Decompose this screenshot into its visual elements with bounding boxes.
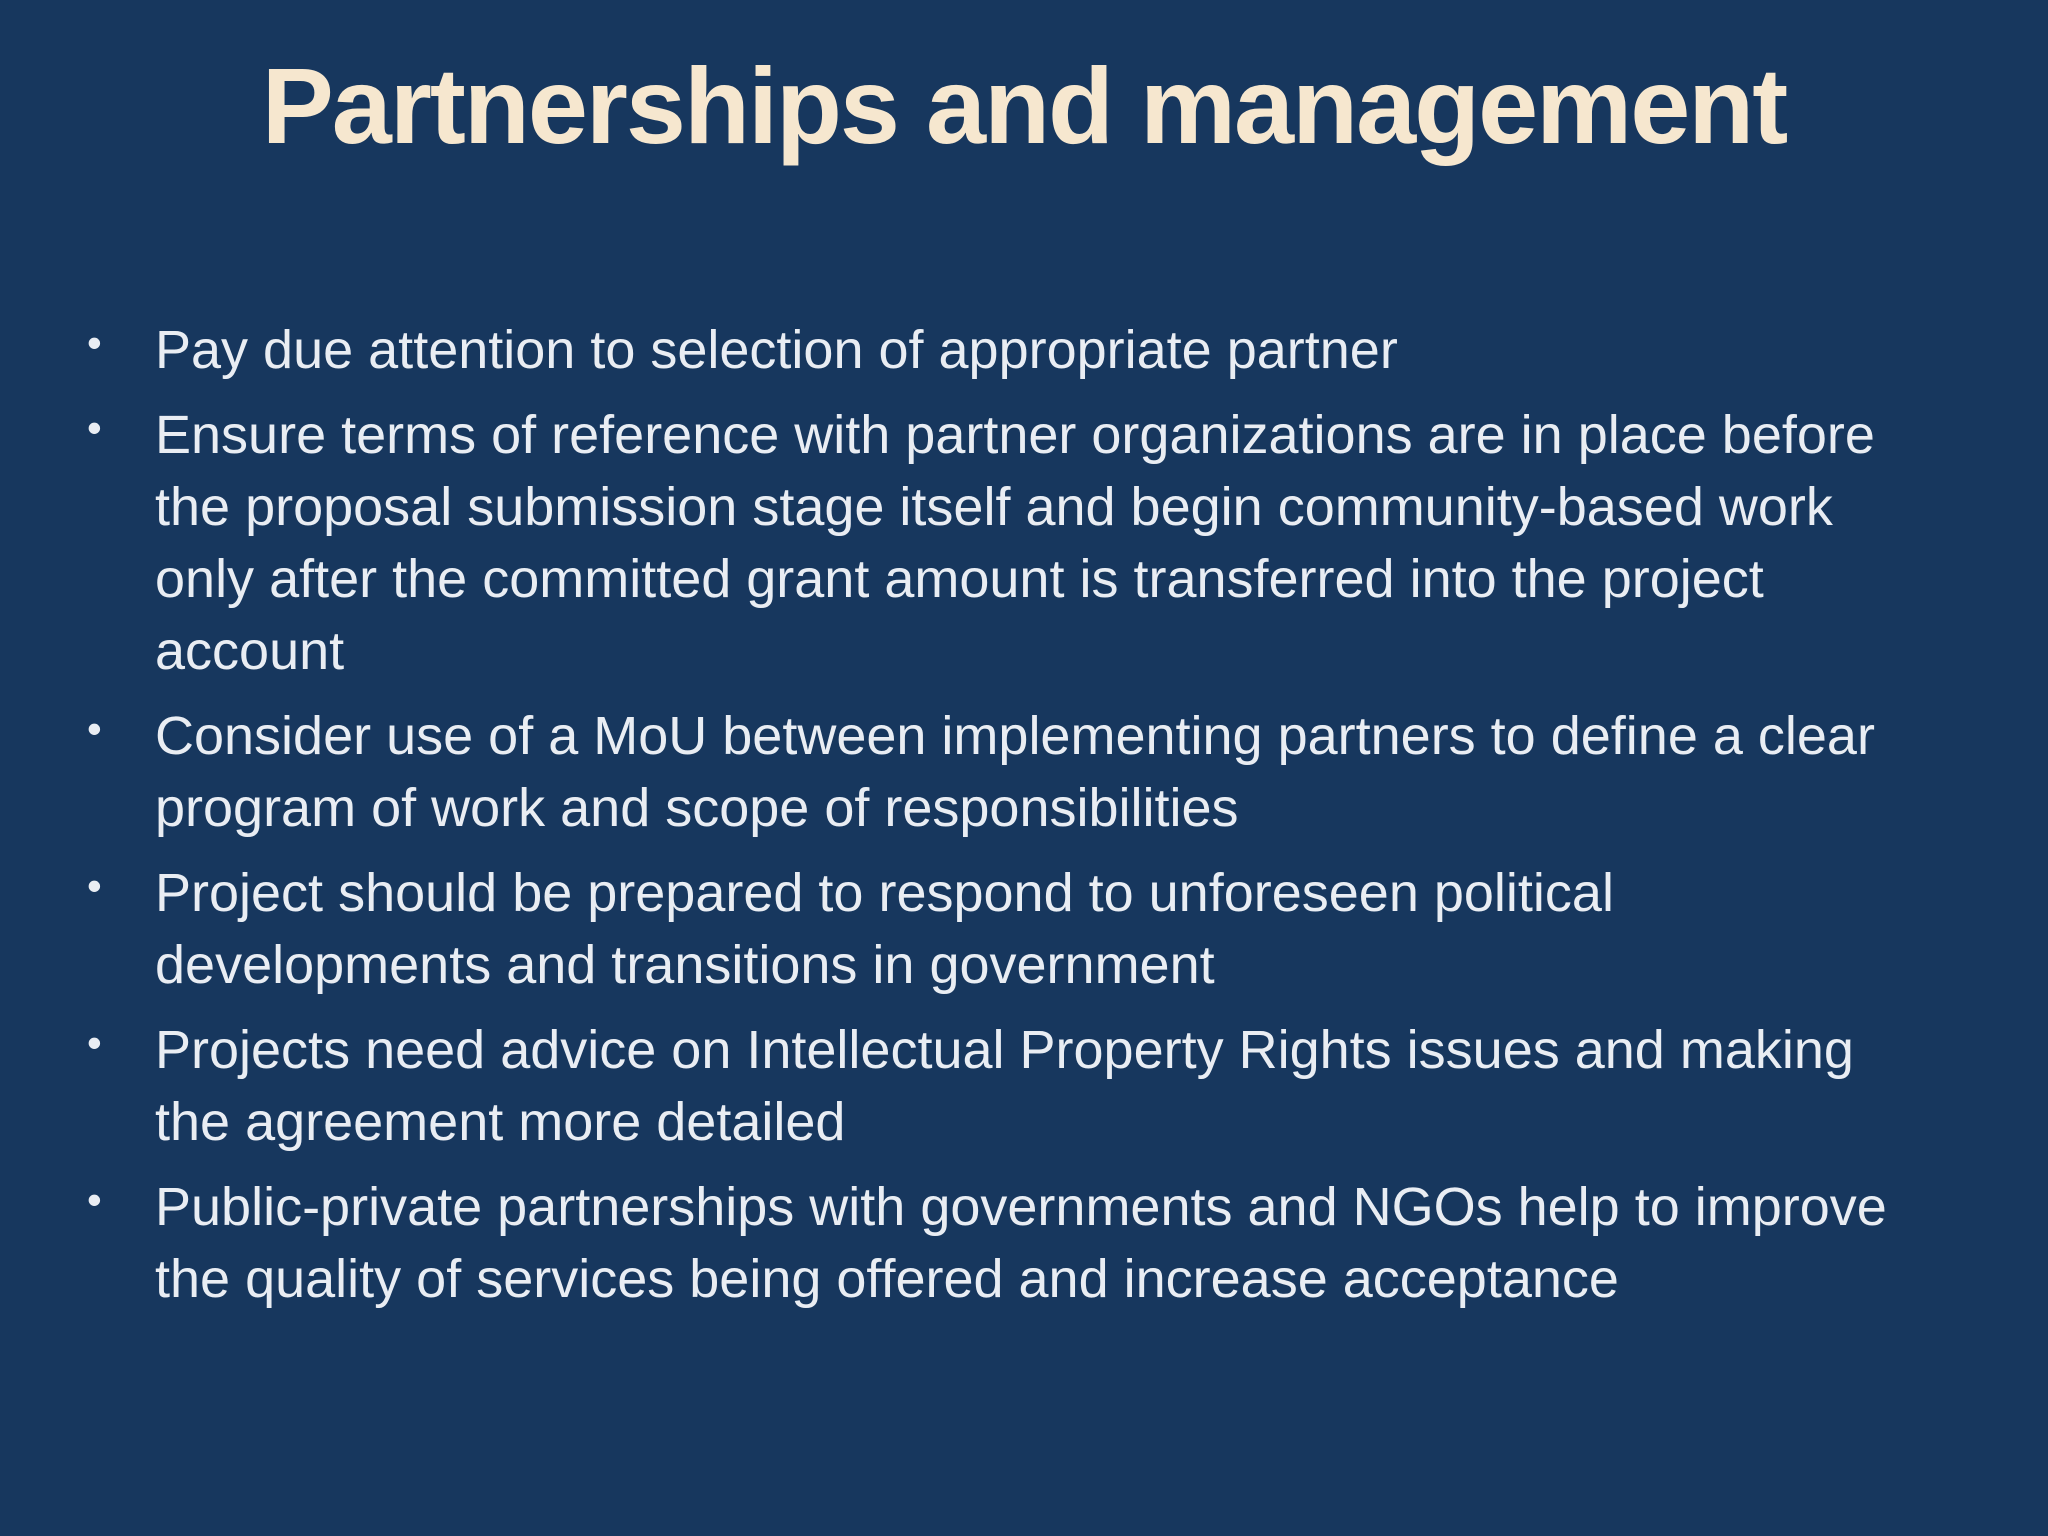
bullet-icon: • (87, 1019, 102, 1067)
bullet-list (85, 315, 1930, 1316)
slide-title: Partnerships and management (261, 45, 1787, 166)
bullet-icon: • (87, 862, 102, 910)
bullet-item (85, 858, 1930, 1002)
bullet-item (85, 701, 1930, 845)
bullet-item (85, 1172, 1930, 1316)
bullet-item (85, 1015, 1930, 1159)
bullet-text: Projects need advice on Intellectual Property Rights issues and making the agreement more detailed (155, 1020, 1854, 1153)
bullet-icon: • (87, 319, 102, 367)
bullet-text: Ensure terms of reference with partner organizations are in place before the proposal submission stage itself and begin community-based work only after the committed grant amount is transferred into the project account (155, 405, 1875, 682)
bullet-icon: • (87, 404, 102, 452)
bullet-text: Public-private partnerships with governments and NGOs help to improve the quality of services being offered and increase acceptance (155, 1177, 1887, 1310)
bullet-text: Project should be prepared to respond to unforeseen political developments and transitions in government (155, 863, 1614, 996)
bullet-text: Consider use of a MoU between implementing partners to define a clear program of work and scope of responsibilities (155, 706, 1875, 839)
bullet-icon: • (87, 1176, 102, 1224)
bullet-item (85, 315, 1930, 387)
bullet-icon: • (87, 705, 102, 753)
bullet-item (85, 400, 1930, 688)
bullet-text: Pay due attention to selection of appropriate partner (155, 320, 1398, 381)
